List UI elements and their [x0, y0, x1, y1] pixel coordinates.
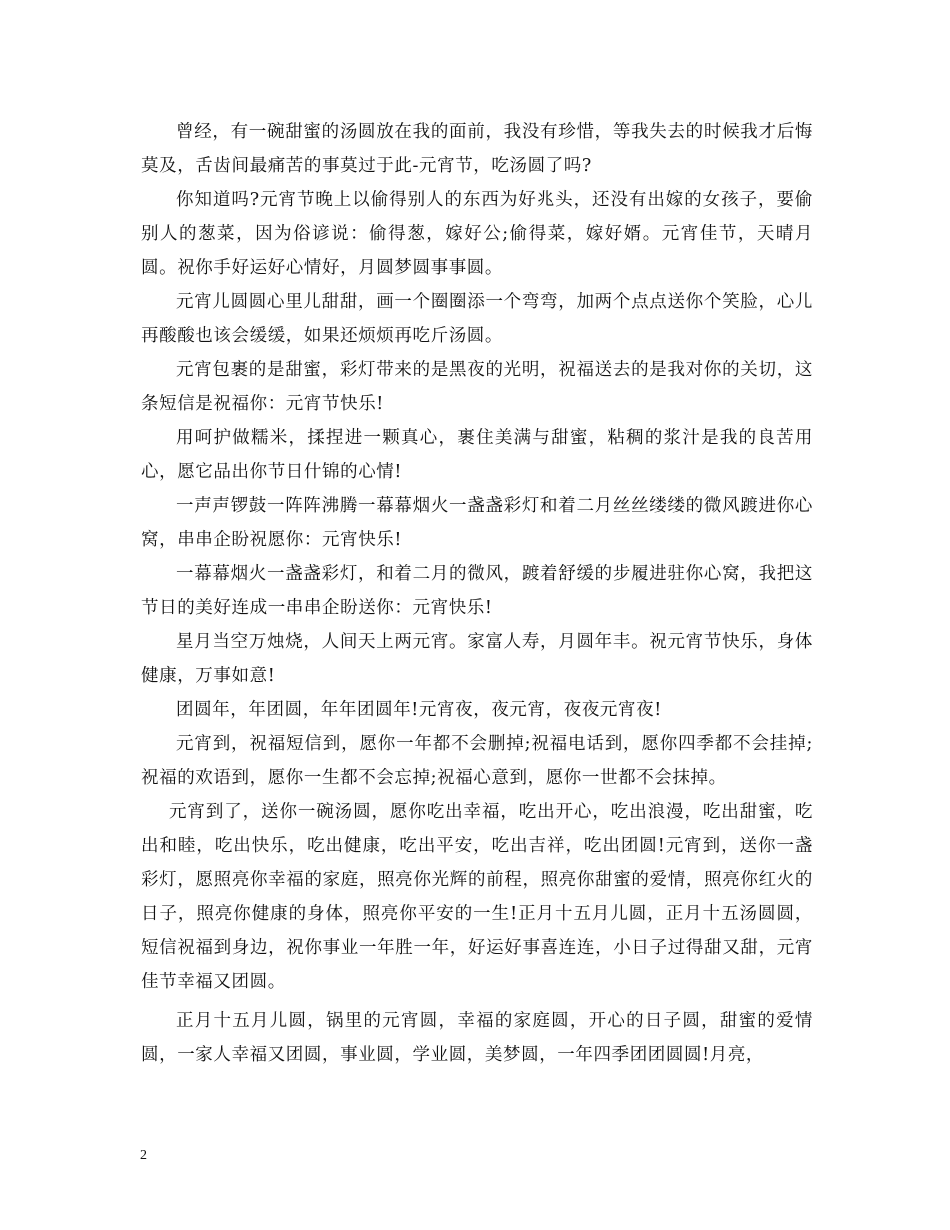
paragraph-8: 星月当空万烛烧，人间天上两元宵。家富人寿，月圆年丰。祝元宵节快乐，身体健康，万事如意! [141, 632, 813, 686]
paragraph-10: 元宵到，祝福短信到，愿你一年都不会删掉;祝福电话到，愿你四季都不会挂掉;祝福的欢语到，愿你一生都不会忘掉;祝福心意到，愿你一世都不会抹掉。 [141, 734, 813, 788]
paragraph-5: 用呵护做糯米，揉捏进一颗真心，裹住美满与甜蜜，粘稠的浆汁是我的良苦用心，愿它品出你节日什锦的心情! [141, 428, 813, 482]
document-body [141, 115, 813, 1072]
paragraph-3: 元宵儿圆圆心里儿甜甜，画一个圈圈添一个弯弯，加两个点点送你个笑脸，心儿再酸酸也该会缓缓，如果还烦烦再吃斤汤圆。 [141, 292, 813, 346]
paragraph-9: 团圆年，年团圆，年年团圆年!元宵夜，夜元宵，夜夜元宵夜! [176, 700, 662, 720]
paragraph-6: 一声声锣鼓一阵阵沸腾一幕幕烟火一盏盏彩灯和着二月丝丝缕缕的微风踱进你心窝，串串企盼祝愿你：元宵快乐! [141, 496, 813, 550]
page-number: 2 [140, 1148, 147, 1163]
paragraph-7: 一幕幕烟火一盏盏彩灯，和着二月的微风，踱着舒缓的步履进驻你心窝，我把这节日的美好连成一串串企盼送你：元宵快乐! [141, 564, 813, 618]
paragraph-12: 正月十五月儿圆，锅里的元宵圆，幸福的家庭圆，开心的日子圆，甜蜜的爱情圆，一家人幸福又团圆，事业圆，学业圆，美梦圆，一年四季团团圆圆!月亮， [141, 1011, 813, 1065]
paragraph-4: 元宵包裹的是甜蜜，彩灯带来的是黑夜的光明，祝福送去的是我对你的关切，这条短信是祝福你：元宵节快乐! [141, 360, 813, 414]
paragraph-1: 曾经，有一碗甜蜜的汤圆放在我的面前，我没有珍惜，等我失去的时候我才后悔莫及，舌齿间最痛苦的事莫过于此-元宵节，吃汤圆了吗? [141, 122, 813, 176]
paragraph-2: 你知道吗?元宵节晚上以偷得别人的东西为好兆头，还没有出嫁的女孩子，要偷别人的葱菜，因为俗谚说：偷得葱，嫁好公;偷得菜，嫁好婿。元宵佳节，天晴月圆。祝你手好运好心情好，月圆梦圆事事圆。 [141, 190, 813, 278]
paragraph-11: 元宵到了，送你一碗汤圆，愿你吃出幸福，吃出开心，吃出浪漫，吃出甜蜜，吃出和睦，吃出快乐，吃出健康，吃出平安，吃出吉祥，吃出团圆!元宵到，送你一盏彩灯，愿照亮你幸福的家庭，照亮你光辉的前程，照亮你甜蜜的爱情，照亮你红火的日子，照亮你健康的身体，照亮你平安的一生!正月十五月儿圆，正月十五汤圆圆，短信祝福到身边，祝你事业一年胜一年，好运好事喜连连，小日子过得甜又甜，元宵佳节幸福又团圆。 [141, 802, 813, 992]
